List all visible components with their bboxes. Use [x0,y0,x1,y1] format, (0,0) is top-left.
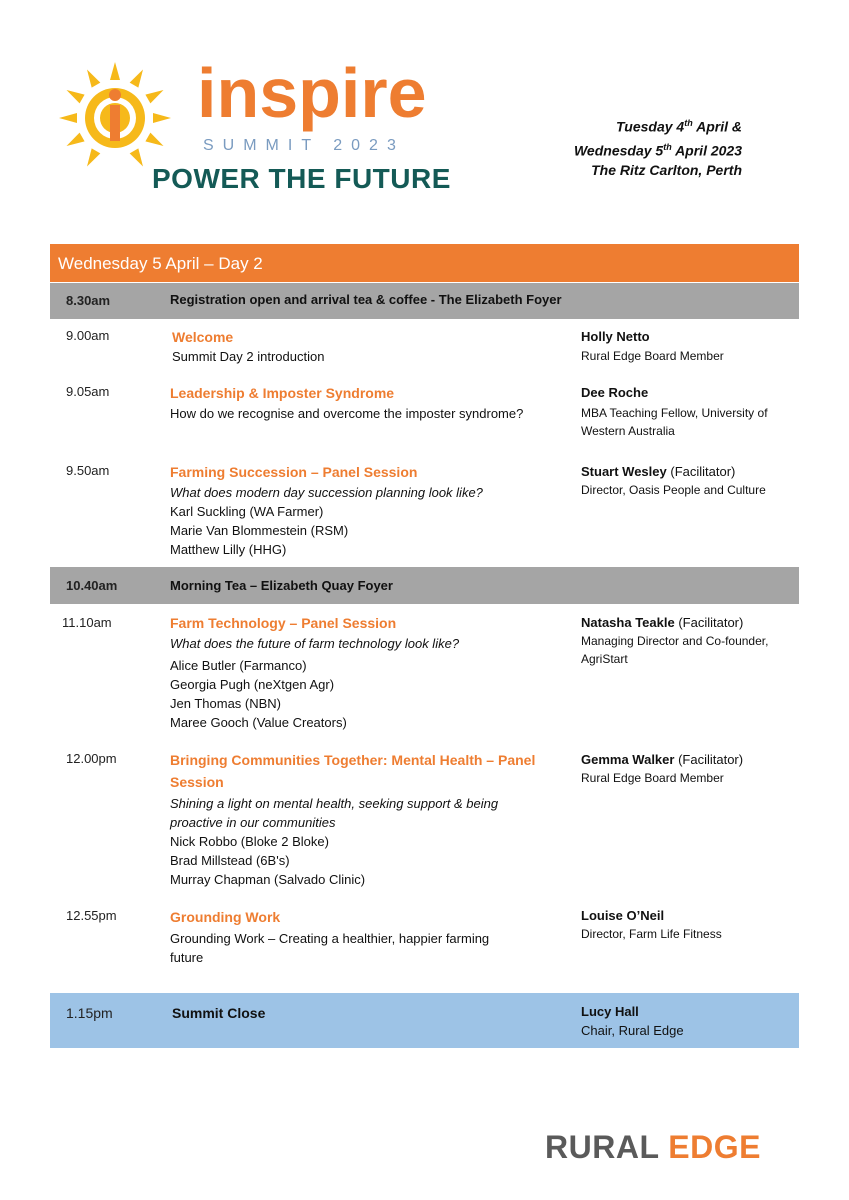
date-2-sup: th [663,141,672,152]
edge-word: EDGE [668,1129,761,1165]
session-question: What does modern day succession planning look like? [170,485,483,500]
date-line-1 [574,113,742,137]
session-desc [170,930,489,949]
session-question: What does the future of farm technology look like? [170,636,460,651]
session-time: 9.50am [66,463,110,478]
break-text: Registration open and arrival tea & coffee - The Elizabeth Foyer [170,292,562,307]
session-question: proactive in our communities [170,815,336,830]
inspire-logo-text: inspire [197,54,427,132]
speaker-role: Rural Edge Board Member [581,349,724,363]
summit-2023-text: SUMMIT 2023 [203,137,405,154]
speaker-name-text: Stuart Wesley [581,464,667,479]
session-title: Farming Succession – Panel Session [170,464,418,480]
panelist: Alice Butler (Farmanco) [170,658,307,673]
close-title: Summit Close [172,1005,266,1021]
event-dates-venue [574,113,742,180]
rural-edge-logo [545,1130,761,1164]
date-2-text: Wednesday 5 [573,142,664,159]
speaker-role: Director, Oasis People and Culture [581,483,766,497]
speaker-name: Louise O’Neil [581,908,665,923]
session-time: 9.00am [66,328,110,343]
panelist: Nick Robbo (Bloke 2 Bloke) [170,834,329,849]
panelist: Georgia Pugh (neXtgen Agr) [170,677,335,692]
speaker-role: MBA Teaching Fellow, University of Western Australia [581,406,768,438]
session-desc: How do we recognise and overcome the imposter syndrome? [170,406,524,421]
speaker-note: (Facilitator) [678,615,744,630]
speaker-role: Rural Edge Board Member [581,771,724,785]
date-2-rest: April 2023 [671,142,742,159]
panelist: Maree Gooch (Value Creators) [170,715,347,730]
panelist: Murray Chapman (Salvado Clinic) [170,872,366,887]
speaker-note: (Facilitator) [670,464,736,479]
close-time: 1.15pm [66,1005,113,1021]
session-title: Welcome [172,329,234,345]
session-time: 11.10am [62,615,112,630]
speaker-name [581,751,743,769]
speaker-note: (Facilitator) [678,752,744,767]
panelist: Jen Thomas (NBN) [170,696,282,711]
speaker-name: Dee Roche [581,385,649,400]
session-title: Grounding Work [170,909,281,925]
session-title: Farm Technology – Panel Session [170,615,397,631]
session-desc: Summit Day 2 introduction [172,349,325,364]
break-row-morning-tea [50,567,799,604]
panelist: Marie Van Blommestein (RSM) [170,523,349,538]
panelist: Brad Millstead (6B's) [170,853,290,868]
session-time: 12.55pm [66,908,117,923]
date-1-sup: th [684,118,693,128]
day-title: Wednesday 5 April – Day 2 [58,254,263,273]
break-time: 8.30am [66,293,111,308]
session-desc-rest: – Creating a healthier, happier farming [264,931,490,946]
session-title-line-1: Bringing Communities Together: Mental Health – Panel [170,752,536,768]
speaker-role: Director, Farm Life Fitness [581,927,722,941]
venue: The Ritz Carlton, Perth [591,162,742,179]
inspire-sun-logo-icon [48,60,182,170]
speaker-role: Managing Director and Co-founder, AgriStart [581,634,769,666]
day-title-bar [50,244,799,282]
session-title-line-2: Session [170,774,224,790]
date-1-text: Tuesday 4 [616,118,685,135]
power-the-future-tagline: POWER THE FUTURE [152,163,451,194]
session-title: Leadership & Imposter Syndrome [170,385,395,401]
session-desc-line-2: future [170,950,204,965]
panelist: Matthew Lilly (HHG) [170,542,287,557]
close-speaker-role: Chair, Rural Edge [581,1023,684,1038]
break-time: 10.40am [66,578,118,593]
break-text: Morning Tea – Elizabeth Quay Foyer [170,578,393,593]
speaker-name [581,463,735,481]
speaker-name [581,614,743,632]
session-time: 12.00pm [66,751,117,766]
date-1-rest: April & [692,118,742,135]
session-time: 9.05am [66,384,110,399]
session-desc-bold: Grounding Work [170,931,265,946]
date-line-2 [574,137,742,161]
panelist: Karl Suckling (WA Farmer) [170,504,324,519]
rural-word: RURAL [545,1129,659,1165]
close-speaker-name: Lucy Hall [581,1004,639,1019]
speaker-name-text: Natasha Teakle [581,615,675,630]
session-question: Shining a light on mental health, seeking support & being [170,796,499,811]
speaker-name-text: Gemma Walker [581,752,675,767]
speaker-name: Holly Netto [581,329,650,344]
